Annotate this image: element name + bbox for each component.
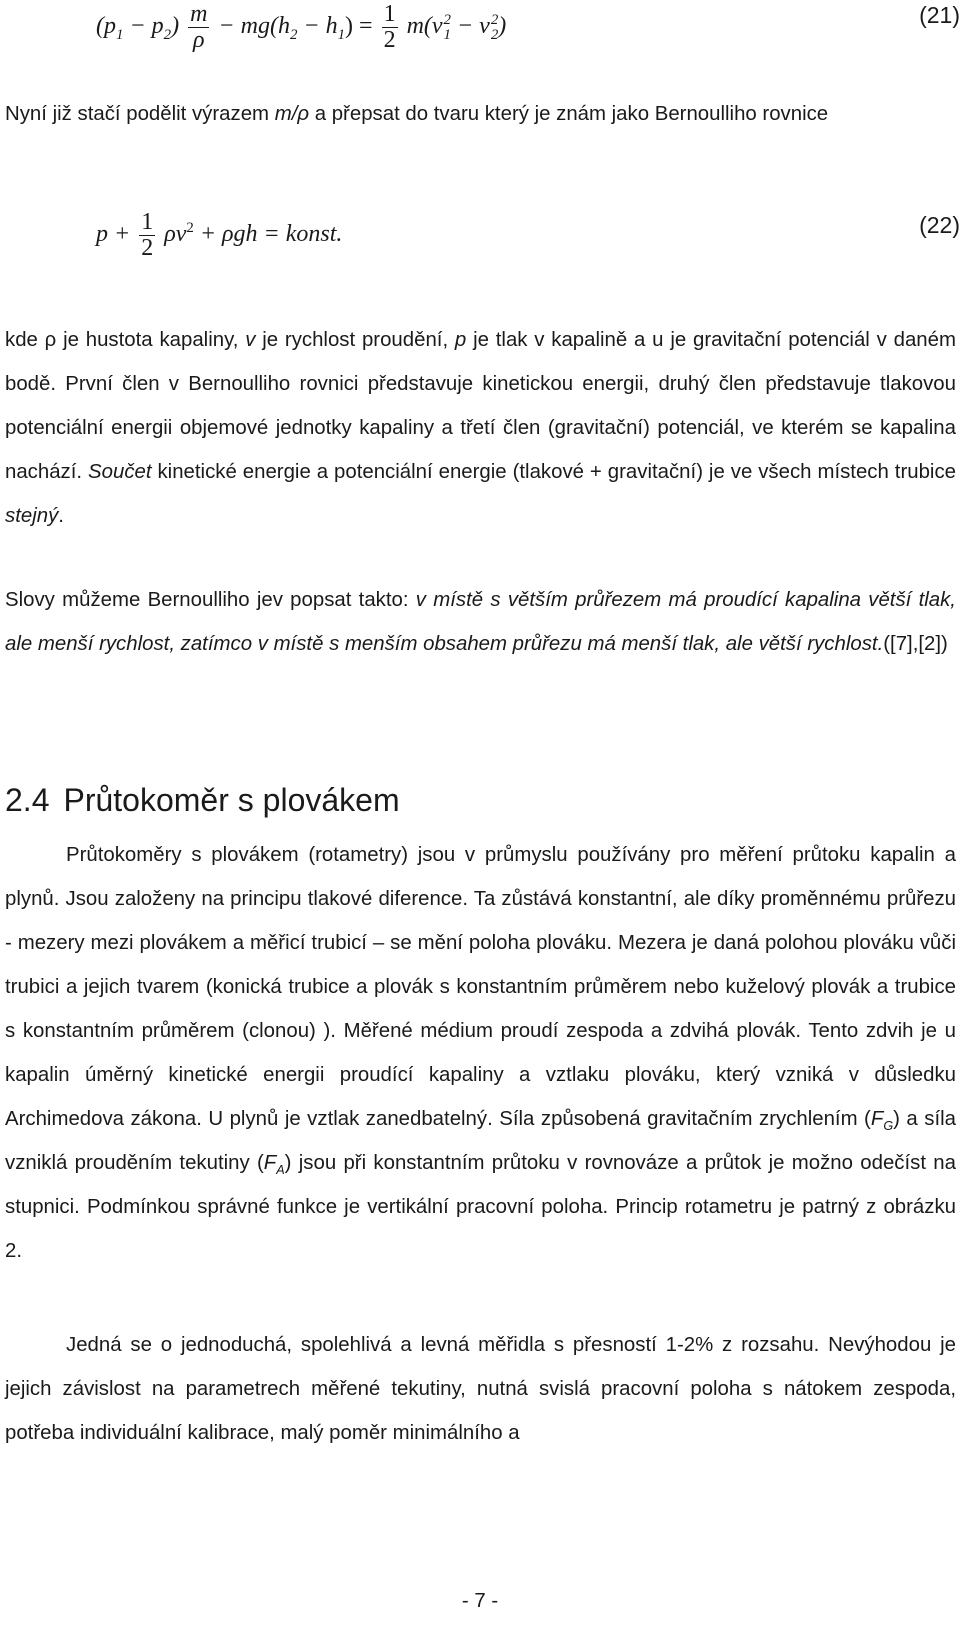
eq21-half-den: 2	[383, 27, 396, 54]
eq21-rhs: m(v	[406, 13, 443, 40]
eq22-half-num: 1	[141, 209, 154, 235]
eq21-mid: − mg(h	[218, 13, 290, 40]
p4-text-a: Průtokoměry s plovákem (rotametry) jsou v průmyslu používány pro měření průtoku kapalin a plynů. Jsou založeny na principu tlakové diference. Ta zůstává konstantní, ale díky proměnnému průřezu - mezery mezi plovákem a měřicí trubicí – se mění poloha plováku. Mezera je daná polohou plováku vůči trubici a jejich tvarem (konická trubice a plovák s konstantním průměrem nebo kuželový plovák a trubice s konstantním průměrem (clonou) ). Měřené médium proudí zespoda a zdvihá plovák. Tento zdvih je u kapalin úměrný kinetické energii proudící kapaliny a vztlaku plováku, který vzniká v důsledku Archimedova zákona. U plynů je vztlak zanedbatelný. Síla způsobená gravitačním zrychlením (	[5, 844, 956, 1130]
eq21-sub2: 2	[163, 27, 172, 43]
eq21-half	[382, 2, 398, 53]
page-number: - 7 -	[461, 1590, 499, 1612]
eq21-frac-num: m	[190, 1, 208, 27]
equation-number-22: (22)	[919, 212, 960, 238]
eq21-v2-sub: 2	[490, 26, 499, 43]
equation-21	[0, 2, 960, 53]
eq22-half-den: 2	[141, 235, 154, 262]
p4-a-sub: A	[276, 1163, 285, 1178]
paragraph-bernoulli-words	[5, 578, 956, 666]
p3-reference: ([7],[2])	[883, 633, 948, 655]
p2-v: v	[245, 329, 256, 351]
p4-f-g: F	[870, 1108, 884, 1130]
p4-text-c: ) jsou při konstantním průtoku v rovnováze a průtok je možno odečíst na stupnici. Podmínkou správné funkce je vertikální pracovní poloha. Princip rotametru je patrný z obrázku 2.	[5, 1152, 956, 1262]
eq22-half	[139, 210, 155, 261]
paragraph-bernoulli-explanation	[5, 318, 956, 538]
eq21-hsub2: 2	[289, 27, 298, 43]
eq21-h-minus: − h	[297, 13, 338, 40]
eq21-v1-scripts	[444, 13, 451, 43]
equation-number-21: (21)	[919, 2, 960, 28]
section-number: 2.4	[5, 782, 50, 818]
paragraph-rotameter	[5, 833, 956, 1273]
eq21-hsub1: 1	[337, 27, 346, 43]
eq21-lhs: (p	[96, 13, 116, 40]
eq21-half-num: 1	[383, 1, 396, 27]
p3-text-a: Slovy můžeme Bernoulliho jev popsat takto:	[5, 589, 416, 611]
section-heading	[5, 778, 400, 822]
p1-m-rho: m/ρ	[274, 103, 310, 125]
section-title: Průtokoměr s plovákem	[63, 782, 400, 818]
eq21-v1-sub: 1	[443, 26, 451, 43]
eq21-v1-sup: 2	[443, 11, 451, 28]
eq22-rho-v: ρv	[164, 221, 187, 248]
p4-g-sub: G	[883, 1119, 894, 1134]
p1-text-a: Nyní již stačí podělit výrazem	[5, 103, 275, 125]
p2-text-c: je tlak v kapalině a u je gravitační potenciál v daném bodě. První člen v Bernoulliho rovnici představuje kinetickou energii, druhý člen představuje tlakovou potenciální energii objemové jednotky kapaliny a třetí člen (gravitační) potenciál, ve kterém se kapalina nachází.	[5, 329, 956, 483]
p1-text-b: a přepsat do tvaru který je znám jako Bernoulliho rovnice	[309, 103, 829, 125]
p2-p: p	[454, 329, 467, 351]
p2-text-e: .	[58, 505, 64, 527]
paragraph-advantages	[5, 1323, 956, 1455]
equation-22	[0, 210, 960, 261]
p2-text-d: kinetické energie a potenciální energie (tlakové + gravitační) je ve všech místech trubice	[151, 461, 956, 483]
p2-stejny: stejný	[5, 505, 59, 527]
eq21-equals: ) =	[345, 13, 379, 40]
eq21-minus-p: − p	[123, 13, 164, 40]
p5-text: Jedná se o jednoduchá, spolehlivá a levná měřidla s přesností 1-2% z rozsahu. Nevýhodou je jejich závislost na parametrech měřené tekutiny, nutná svislá pracovní poloha s nátokem zespoda, potřeba individuální kalibrace, malý poměr minimálního a	[5, 1334, 956, 1444]
eq22-rest: + ρgh = konst.	[193, 221, 343, 248]
p3-italic: v místě s větším průřezem má proudící kapalina větší tlak, ale menší rychlost, zatímco v místě s menším obsahem průřezu má menší tlak, ale větší rychlost.	[5, 589, 956, 655]
eq21-close: )	[171, 13, 180, 40]
eq22-sup2: 2	[186, 220, 194, 237]
p2-text-a: kde ρ je hustota kapaliny,	[5, 329, 246, 351]
eq21-mass-over-density	[188, 2, 209, 53]
eq21-rhs-close: )	[498, 13, 507, 40]
eq21-frac-den: ρ	[192, 27, 205, 54]
eq21-v-minus: − v	[450, 13, 490, 40]
p4-text-b: ) a síla vzniklá prouděním tekutiny (	[5, 1108, 956, 1174]
eq22-pre: p +	[96, 221, 137, 248]
p2-soucet: Součet	[88, 461, 152, 483]
eq21-sub1: 1	[116, 27, 124, 43]
p2-text-b: je rychlost proudění,	[255, 329, 455, 351]
paragraph-intro	[5, 92, 956, 136]
eq21-v2-sup: 2	[490, 11, 499, 28]
p4-f-a: F	[263, 1152, 277, 1174]
